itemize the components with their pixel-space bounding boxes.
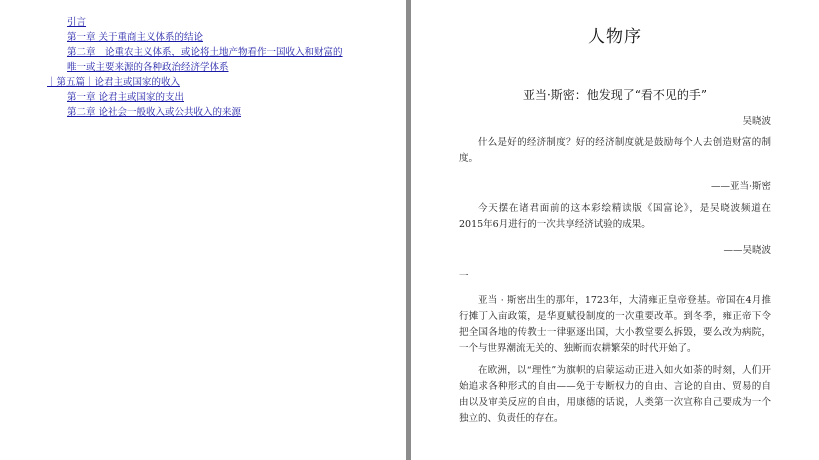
- toc-link[interactable]: 第一章 论君主或国家的支出: [67, 92, 185, 103]
- body-paragraph: 亚当 · 斯密出生的那年，1723年，大清雍正皇帝登基。帝国在4月推行摊丁入亩政策，是华夏赋役制度的一次重要改革。到冬季，雍正帝下令把全国各地的传教士一律驱逐出国，大小教堂要么拆毁，要么改为病院，一个与世界潮流无关的、独断而农耕繁荣的时代开始了。: [459, 295, 771, 354]
- body-paragraph: 在欧洲，以“理性”为旗帜的启蒙运动正进入如火如荼的时刻，人们开始追求各种形式的自由——免于专断权力的自由、言论的自由、贸易的自由以及审美反应的自由，用康德的话说，人类第一次宣称自己要成为一个独立的、负责任的存在。: [459, 365, 771, 424]
- chapter-title: 亚当·斯密：他发现了“看不见的手”: [522, 88, 708, 102]
- toc-link[interactable]: 引言: [67, 17, 87, 28]
- toc-link[interactable]: 唯一或主要来源的各种政治经济学体系: [67, 62, 229, 73]
- page-title: 人物序: [588, 27, 642, 47]
- intro-quote: 今天摆在诸君面前的这本彩绘精读版《国富论》，是吴晓波频道在2015年6月进行的一次共享经济试验的成果。: [459, 203, 771, 230]
- right-page: [411, 0, 819, 460]
- toc-link[interactable]: 第一章 关于重商主义体系的结论: [67, 32, 204, 43]
- toc-link[interactable]: ｜第五篇｜论君主或国家的收入: [47, 77, 181, 88]
- table-of-contents: [0, 15, 406, 120]
- author-name: 吴晓波: [742, 116, 771, 127]
- toc-link[interactable]: 第二章 论重农主义体系，或论将土地产物看作一国收入和财富的: [67, 47, 343, 58]
- epigraph-attribution: ——亚当·斯密: [710, 181, 771, 192]
- intro-attribution: ——吴晓波: [723, 245, 771, 256]
- epigraph-quote: 什么是好的经济制度？好的经济制度就是鼓励每个人去创造财富的制度。: [459, 137, 771, 164]
- left-page: [0, 0, 406, 460]
- toc-link[interactable]: 第二章 论社会一般收入或公共收入的来源: [67, 107, 242, 118]
- section-number: 一: [459, 271, 469, 282]
